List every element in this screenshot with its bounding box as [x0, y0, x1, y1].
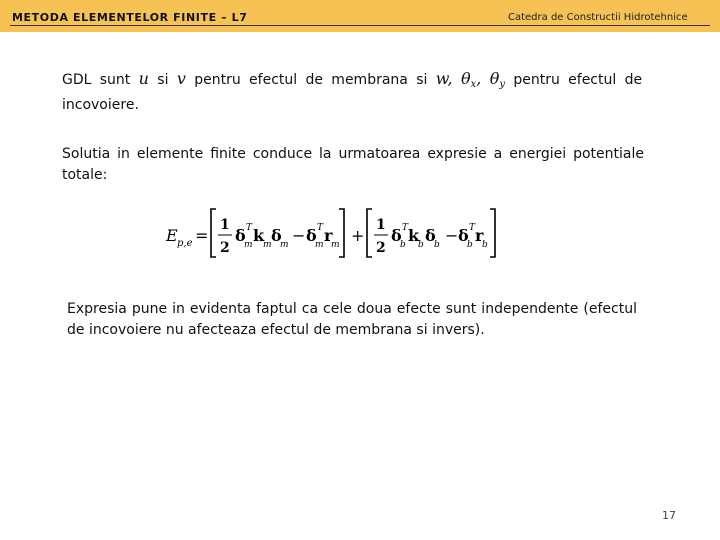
dof-w: w,: [435, 69, 453, 88]
paragraph-conclusion: Expresia pune in evidenta faptul ca cele doua efecte sunt independente (efectul de incovoiere nu afecteaza efectul de membrana si invers).: [67, 301, 637, 338]
dof-theta-y: $\theta_y$: [489, 69, 505, 90]
eq-r-m: r: [324, 226, 333, 245]
eq-sub-b-1: b: [400, 240, 406, 250]
eq-r-b: r: [475, 226, 484, 245]
eq-sup-t-4: T: [469, 223, 476, 233]
eq-sub-b-3: b: [434, 240, 440, 250]
eq-sub-b-4: b: [467, 240, 473, 250]
frac2-den: 2: [376, 240, 386, 256]
frac1-num: 1: [220, 217, 230, 233]
eq-delta-1: δ: [235, 226, 246, 245]
eq-delta-4: δ: [391, 226, 402, 245]
bracket-right-2: [490, 209, 495, 257]
eq-sub-b-5: b: [482, 240, 488, 250]
dof-text-bending: pentru efectul de incovoiere.: [62, 72, 643, 113]
eq-delta-3: δ: [306, 226, 317, 245]
eq-minus-1: −: [292, 226, 306, 245]
paragraph-solution: Solutia in elemente finite conduce la urmatoarea expresie a energiei potentiale totale:: [62, 146, 644, 183]
bracket-left-2: [367, 209, 372, 257]
header-divider: [10, 25, 710, 26]
department-name: Catedra de Constructii Hidrotehnice: [508, 12, 688, 23]
eq-sub-m-5: m: [331, 240, 340, 250]
eq-k-b: k: [408, 226, 420, 245]
dof-text-and: si: [157, 72, 169, 88]
eq-sup-t-2: T: [317, 223, 324, 233]
eq-plus: +: [351, 226, 365, 245]
eq-lhs-e: E: [166, 226, 178, 245]
eq-sup-t-3: T: [402, 223, 409, 233]
bracket-right-1: [339, 209, 344, 257]
eq-sub-b-2: b: [418, 240, 424, 250]
eq-sub-m-3: m: [280, 240, 289, 250]
eq-minus-2: −: [445, 226, 459, 245]
eq-delta-5: δ: [425, 226, 436, 245]
paragraph-dof: [62, 68, 642, 116]
potential-energy-equation: [160, 205, 500, 261]
eq-sup-t-1: T: [246, 223, 253, 233]
dof-u: u: [138, 69, 149, 88]
dof-text-membrane: pentru efectul de membrana si: [194, 72, 428, 88]
page-number: 17: [662, 509, 676, 522]
dof-theta-x: $\theta_x$,: [460, 69, 482, 90]
course-title: METODA ELEMENTELOR FINITE – L7: [12, 11, 248, 24]
eq-equals: =: [195, 226, 209, 245]
dof-v: v: [176, 69, 186, 88]
eq-delta-6: δ: [458, 226, 469, 245]
frac1-den: 2: [220, 240, 230, 256]
dof-text-intro: GDL sunt: [62, 72, 131, 88]
eq-sub-m-4: m: [315, 240, 324, 250]
header-bar: [0, 0, 720, 32]
eq-delta-2: δ: [271, 226, 282, 245]
eq-lhs-sub: p,e: [177, 238, 193, 249]
eq-sub-m-2: m: [263, 240, 272, 250]
eq-k-m: k: [253, 226, 265, 245]
frac2-num: 1: [376, 217, 386, 233]
eq-sub-m-1: m: [244, 240, 253, 250]
bracket-left-1: [211, 209, 216, 257]
